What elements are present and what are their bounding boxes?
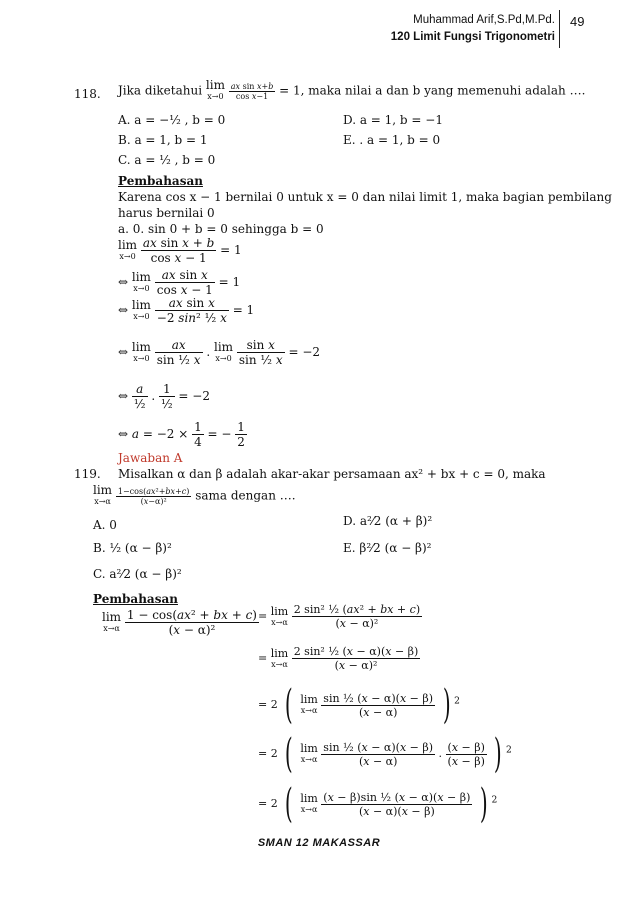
q119-option-c: C. a²⁄2 (α − β)² — [93, 567, 182, 581]
header-author: Muhammad Arif,S.Pd,M.Pd. — [413, 14, 555, 26]
q119-option-a: A. 0 — [93, 518, 117, 532]
page-number: 49 — [570, 14, 585, 29]
header-subtitle: 120 Limit Fungsi Trigonometri — [390, 31, 555, 43]
footer-school: SMAN 12 MAKASSAR — [257, 837, 381, 849]
q118-fraction: $\frac{\text{ax sin x+b}}{\text{cos x−1}}$ — [230, 81, 274, 101]
q118-option-d: D. a = 1, b = −1 — [343, 113, 443, 127]
q119-step5: = 2 ( lim x→α $\frac{\text{(x − β)sin ½ (x − α)(x − β)}}{(x - \alpha)(x - \beta)}$ ) $^2$ — [258, 781, 498, 827]
q118-explain-line3: a. 0. sin 0 + b = 0 sehingga b = 0 — [118, 222, 324, 236]
q118-step1: lim x→0 $\frac{\text{ax sin x + b}}{\text{cos x − 1}}$ = 1 — [118, 236, 242, 265]
q118-answer: Jawaban A — [118, 451, 183, 465]
q118-step5: ⇔ $\frac{a}{\text{½}}$ . $\frac{1}{\text{½}}$ = −2 — [118, 382, 210, 411]
q119-lhs: lim x→α $\frac{\text{1 − cos(ax² + bx + c)}}{\text{(x − α)²}}$ — [102, 608, 257, 637]
q119-option-d: D. a²⁄2 (α + β)² — [343, 514, 433, 528]
q119-step4: = 2 ( lim x→α $\frac{\text{sin ½ (x − α)(x − β)}}{(x - \alpha)}$ . $\frac{(x - \beta)}{(x - \beta)}$ ) $^2$ — [258, 731, 512, 777]
q118-pembahasan: Pembahasan — [118, 174, 203, 188]
q119-pembahasan: Pembahasan — [93, 592, 178, 606]
q119-step1: = lim x→α $\frac{\text{2 sin² ½ (ax² + bx + c)}}{\text{(x − α)²}}$ — [258, 603, 421, 630]
q119-step2: = lim x→α $\frac{\text{2 sin² ½ (x − α)(x − β)}}{\text{(x − α)²}}$ — [258, 645, 419, 672]
q119-number: 119. — [74, 467, 101, 481]
q119-stem: lim x→α $\frac{\text{1−cos(ax²+bx+c)}}{\text{(x−α)²}}$ sama dengan …. — [93, 483, 296, 506]
page-header — [391, 12, 555, 46]
q118-option-a: A. a = −½ , b = 0 — [118, 113, 226, 127]
q118-number: 118. — [74, 87, 101, 101]
q119-option-b: B. ½ (α − β)² — [93, 541, 172, 555]
q118-option-b: B. a = 1, b = 1 — [118, 133, 208, 147]
q118-stem — [118, 80, 585, 102]
q118-step3: ⇔ lim x→0 $\frac{\text{ax sin x}}{\text{−2 sin² ½ x}}$ = 1 — [118, 296, 255, 325]
q119-tail: sama dengan …. — [195, 488, 296, 503]
q118-option-c: C. a = ½ , b = 0 — [118, 153, 216, 167]
q118-intro: Jika diketahui — [118, 83, 203, 98]
q118-step6: ⇔ a = −2 × $\frac{1}{4}$ = − $\frac{1}{2}$ — [118, 420, 245, 449]
q118-tail: = 1, maka nilai a dan b yang memenuhi adalah …. — [279, 83, 586, 98]
q119-step3: = 2 ( lim x→α $\frac{\text{sin ½ (x − α)(x − β)}}{(x - \alpha)}$ ) $^2$ — [258, 682, 460, 728]
header-divider — [559, 10, 560, 48]
q119-intro: Misalkan α dan β adalah akar-akar persamaan ax² + bx + c = 0, maka — [118, 467, 546, 481]
q118-limit: lim x→0 — [205, 78, 225, 101]
q118-explain-line1: Karena cos x − 1 bernilai 0 untuk x = 0 dan nilai limit 1, maka bagian pembilang — [118, 190, 612, 204]
q118-explain-line2: harus bernilai 0 — [118, 206, 215, 220]
q118-option-e: E. . a = 1, b = 0 — [343, 133, 441, 147]
q118-step4: ⇔ lim x→0 $\frac{ax}{\text{sin ½ x}}$ . lim x→0 $\frac{\text{sin x}}{\text{sin ½ x}}$ = −2 — [118, 338, 321, 367]
q119-option-e: E. β²⁄2 (α − β)² — [343, 541, 432, 555]
q118-step2: ⇔ lim x→0 $\frac{\text{ax sin x}}{\text{cos x − 1}}$ = 1 — [118, 268, 241, 297]
